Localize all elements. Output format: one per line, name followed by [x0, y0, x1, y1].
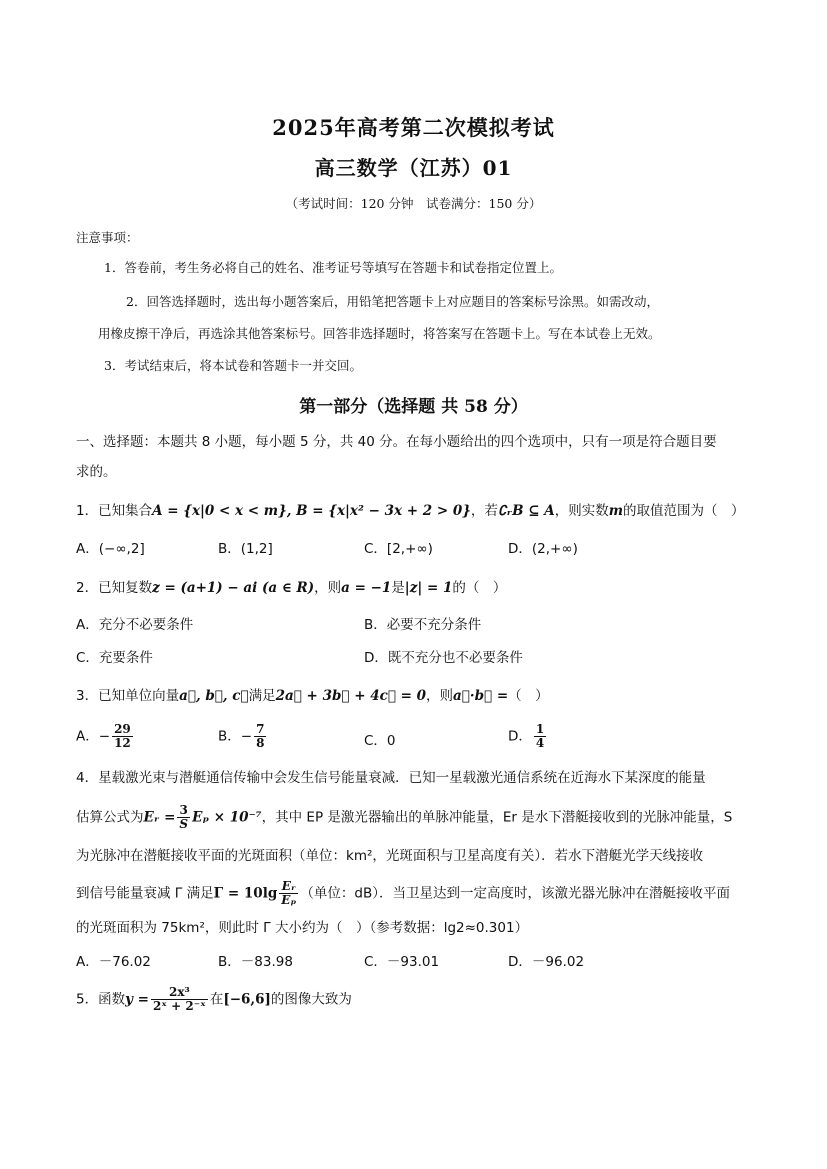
q1-variable: m	[608, 503, 623, 519]
q1-suffix: ，则实数	[554, 503, 609, 519]
q3-mid: 满足	[248, 688, 276, 704]
section-intro-line-2: 求的。	[76, 464, 117, 480]
q1-mid: ，若	[470, 503, 498, 519]
q1-option-b: B．(1,2]	[218, 541, 273, 557]
q4-line-4-pre: 到信号能量衰减 Γ 满足	[76, 885, 214, 902]
q3-option-b-sign: −	[240, 728, 253, 745]
q3-option-a-numerator: 29	[114, 722, 131, 736]
q4-formula2-lhs: Γ = 10lg	[213, 885, 278, 902]
q3-option-d-fraction	[534, 723, 546, 750]
q4-line-2-pre: 估算公式为	[76, 809, 144, 826]
q4-line-4-post: （单位：dB）．当卫星达到一定高度时，该激光器光脉冲在潜艇接收平面	[300, 885, 730, 902]
q1-prefix: 1．已知集合	[76, 503, 153, 519]
q5-numerator: 2x³	[151, 986, 208, 1000]
notice-item-2-line-1: 2．回答选择题时，选出每小题答案后，用铅笔把答题卡上对应题目的答案标号涂黑。如需改动，	[126, 294, 659, 309]
q4-formula2-numerator: Eᵣ	[279, 880, 298, 894]
q2-condition-2: |z| = 1	[404, 580, 453, 596]
q3-prefix: 3．已知单位向量	[76, 688, 180, 704]
q4-line-1: 4．星载激光束与潜艇通信传输中会发生信号能量衰减．已知一星载激光通信系统在近海水下某深度的能量	[76, 770, 706, 786]
q1-sets: A = {x|0 < x < m}, B = {x|x² − 3x + 2 > 0}	[152, 503, 471, 519]
q4-line-5: 的光斑面积为 75km²，则此时 Γ 大小约为（ ）（参考数据：lg2≈0.301）	[76, 920, 529, 936]
q1-option-c: C．[2,+∞)	[364, 541, 433, 557]
exam-title: 2025年高考第二次模拟考试	[272, 115, 555, 140]
q4-formula2-fraction	[279, 880, 298, 907]
q4-option-a: A．－76.02	[76, 954, 151, 970]
q4-formula-fraction	[177, 804, 190, 831]
q5-mid: 在	[209, 991, 224, 1008]
q4-option-d: D．－96.02	[508, 954, 585, 970]
q3-option-a	[76, 723, 135, 750]
q5-lhs: y =	[125, 991, 149, 1008]
q3-option-a-fraction	[112, 723, 133, 750]
q2-option-c: C．充要条件	[76, 650, 153, 666]
q2-tail: 的（ ）	[452, 580, 507, 596]
question-5	[76, 986, 352, 1013]
q2-option-a: A．充分不必要条件	[76, 617, 194, 633]
q1-option-d: D．(2,+∞)	[508, 541, 578, 557]
q4-line-2	[76, 804, 732, 831]
q2-mid2: 是	[391, 580, 405, 596]
q2-expression: z = (a+1) − ai (a ∈ R)	[152, 580, 315, 596]
q3-option-b-numerator: 7	[256, 722, 265, 736]
q3-option-b-label: B．	[218, 728, 241, 745]
q3-tail: （ ）	[508, 688, 549, 704]
q5-interval: [−6,6]	[223, 991, 271, 1008]
q2-option-b: B．必要不充分条件	[364, 617, 482, 633]
q4-line-4	[76, 880, 730, 907]
q3-option-a-sign: −	[98, 728, 111, 745]
q4-option-c: C．－93.01	[364, 954, 440, 970]
q3-option-a-denominator: 12	[114, 736, 131, 750]
q2-option-d: D．既不充分也不必要条件	[364, 650, 523, 666]
q3-option-a-label: A．	[76, 728, 99, 745]
exam-info: （考试时间：120 分钟 试卷满分：150 分）	[285, 196, 542, 211]
q1-tail: 的取值范围为（ ）	[623, 503, 745, 519]
notice-heading: 注意事项：	[76, 230, 139, 245]
q3-option-d-numerator: 1	[535, 722, 545, 736]
section-intro-line-1: 一、选择题：本题共 8 小题，每小题 5 分，共 40 分。在每小题给出的四个选项中，只有一项是符合题目要	[76, 434, 717, 450]
notice-item-3: 3．考试结束后，将本试卷和答题卡一并交回。	[104, 358, 362, 373]
q3-option-d-label: D．	[508, 728, 532, 745]
question-1	[76, 501, 745, 521]
q3-vectors: a⃗, b⃗, c⃗	[179, 688, 249, 704]
q1-condition: ∁ᵣB ⊆ A	[497, 503, 555, 519]
q3-equation: 2a⃗ + 3b⃗ + 4c⃗ = 0	[275, 688, 427, 704]
q5-denominator: 2ˣ + 2⁻ˣ	[152, 999, 206, 1013]
notice-item-1: 1．答卷前，考生务必将自己的姓名、准考证号等填写在答题卡和试卷指定位置上。	[104, 260, 562, 275]
q3-option-b-denominator: 8	[256, 736, 265, 750]
exam-subtitle: 高三数学（江苏）01	[314, 156, 513, 180]
q3-option-d-denominator: 4	[535, 736, 545, 750]
q4-line-3: 为光脉冲在潜艇接收平面的光斑面积（单位：km²，光斑面积与卫星高度有关）．若水下潜艇光学天线接收	[76, 848, 704, 864]
q3-option-d	[508, 723, 548, 750]
q5-prefix: 5．函数	[76, 991, 126, 1008]
section-title: 第一部分（选择题 共 58 分）	[299, 397, 528, 417]
q3-mid2: ，则	[426, 688, 454, 704]
q4-formula-lhs: Eᵣ =	[143, 809, 176, 826]
q1-option-a: A．(−∞,2]	[76, 541, 145, 557]
q3-ask: a⃗·b⃗ =	[453, 688, 509, 704]
q5-fraction	[151, 986, 208, 1013]
q4-formula-numerator: 3	[177, 804, 190, 818]
q2-condition: a = −1	[341, 580, 392, 596]
q5-tail: 的图像大致为	[270, 991, 352, 1008]
question-2	[76, 578, 506, 598]
q4-formula-denominator: S	[179, 817, 189, 831]
q3-option-b	[218, 723, 268, 750]
q4-formula2-denominator: Eₚ	[281, 893, 297, 907]
q4-formula-rhs: Eₚ × 10⁻⁷	[192, 809, 262, 826]
q3-option-b-fraction	[254, 723, 266, 750]
q4-option-b: B．－83.98	[218, 954, 293, 970]
q3-option-c: C．0	[364, 733, 396, 749]
q2-prefix: 2．已知复数	[76, 580, 153, 596]
question-3	[76, 686, 549, 706]
q4-line-2-post: ，其中 EP 是激光器输出的单脉冲能量，Er 是水下潜艇接收到的光脉冲能量，S	[261, 809, 733, 826]
notice-item-2-line-2: 用橡皮擦干净后，再选涂其他答案标号。回答非选择题时，将答案写在答题卡上。写在本试卷上无效。	[98, 326, 661, 341]
q2-mid: ，则	[314, 580, 342, 596]
